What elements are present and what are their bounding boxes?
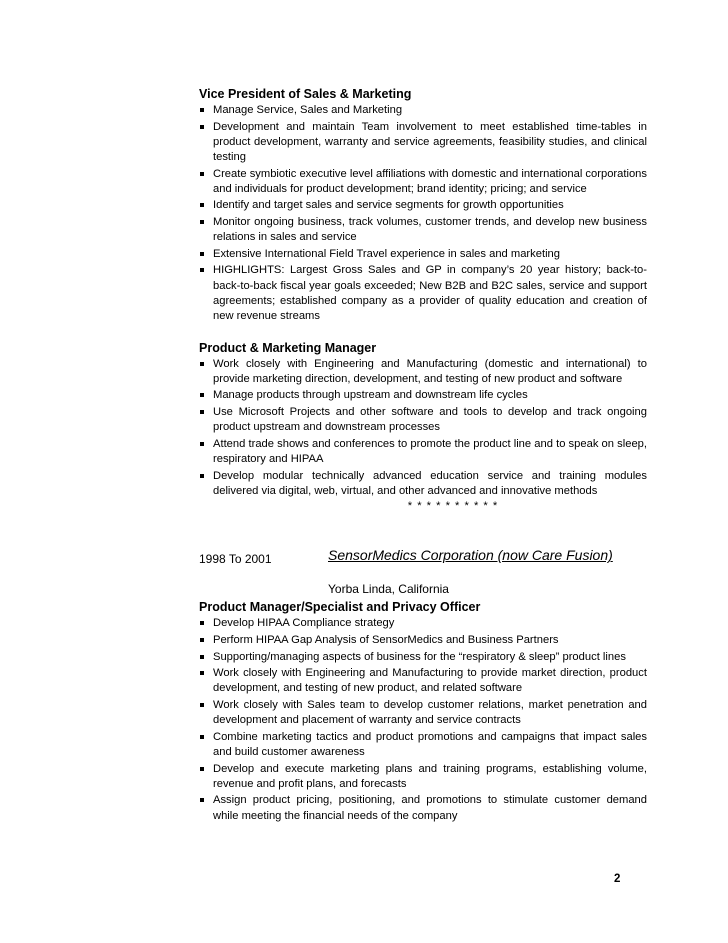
section-heading-product-marketing: Product & Marketing Manager bbox=[199, 340, 377, 355]
list-item: Develop modular technically advanced education service and training modules delivered via digital, web, virtual, and other advanced and innovative methods bbox=[199, 469, 647, 499]
resume-page-body bbox=[199, 86, 647, 825]
list-item: Supporting/managing aspects of business for the “respiratory & sleep” product lines bbox=[199, 650, 647, 665]
job-title: Product Manager/Specialist and Privacy Officer bbox=[199, 600, 481, 615]
list-item: Development and maintain Team involvement to meet established time-tables in product development, warranty and service agreements, feasibility studies, and clinical testing bbox=[199, 120, 647, 166]
list-item: Extensive International Field Travel experience in sales and marketing bbox=[199, 247, 647, 262]
list-item: HIGHLIGHTS: Largest Gross Sales and GP in company’s 20 year history; back-to-back-to-back fiscal year goals exceeded; New B2B and B2C sales, service and support agreements; established company as a provider of quality education and creation of new revenue streams bbox=[199, 263, 647, 324]
list-item: Use Microsoft Projects and other software and tools to develop and track ongoing product upstream and downstream processes bbox=[199, 405, 647, 435]
list-item: Assign product pricing, positioning, and promotions to stimulate customer demand while meeting the financial needs of the company bbox=[199, 793, 647, 823]
company-name: SensorMedics Corporation (now Care Fusion) bbox=[328, 547, 613, 564]
bullet-list-product-marketing bbox=[199, 357, 647, 499]
job-dates: 1998 To 2001 bbox=[199, 552, 272, 567]
list-item: Develop and execute marketing plans and training programs, establishing volume, revenue and profit plans, and forecasts bbox=[199, 762, 647, 792]
list-item: Combine marketing tactics and product promotions and campaigns that impact sales and build customer awareness bbox=[199, 730, 647, 760]
list-item: Attend trade shows and conferences to promote the product line and to speak on sleep, respiratory and HIPAA bbox=[199, 437, 647, 467]
list-item: Manage products through upstream and downstream life cycles bbox=[199, 388, 647, 403]
section-heading-vp-sales: Vice President of Sales & Marketing bbox=[199, 87, 412, 101]
list-item: Perform HIPAA Gap Analysis of SensorMedics and Business Partners bbox=[199, 633, 647, 648]
job-location: Yorba Linda, California bbox=[328, 582, 449, 597]
page-number: 2 bbox=[614, 873, 621, 885]
list-item: Monitor ongoing business, track volumes, customer trends, and develop new business relations in sales and service bbox=[199, 215, 647, 245]
bullet-list-job bbox=[199, 616, 647, 823]
list-item: Develop HIPAA Compliance strategy bbox=[199, 616, 647, 631]
job-header bbox=[199, 547, 647, 567]
list-item: Manage Service, Sales and Marketing bbox=[199, 103, 647, 118]
list-item: Work closely with Engineering and Manufacturing (domestic and international) to provide marketing direction, development, and testing of new product and software bbox=[199, 357, 647, 387]
list-item: Identify and target sales and service segments for growth opportunities bbox=[199, 198, 647, 213]
separator-stars: * * * * * * * * * * bbox=[407, 500, 499, 513]
bullet-list-vp-sales bbox=[199, 103, 647, 324]
list-item: Create symbiotic executive level affiliations with domestic and international corporations and individuals for product development; brand identity; pricing; and service bbox=[199, 167, 647, 197]
list-item: Work closely with Sales team to develop customer relations, market penetration and development and placement of warranty and service contracts bbox=[199, 698, 647, 728]
list-item: Work closely with Engineering and Manufacturing to provide market direction, product development, and testing of new product, and related software bbox=[199, 666, 647, 696]
